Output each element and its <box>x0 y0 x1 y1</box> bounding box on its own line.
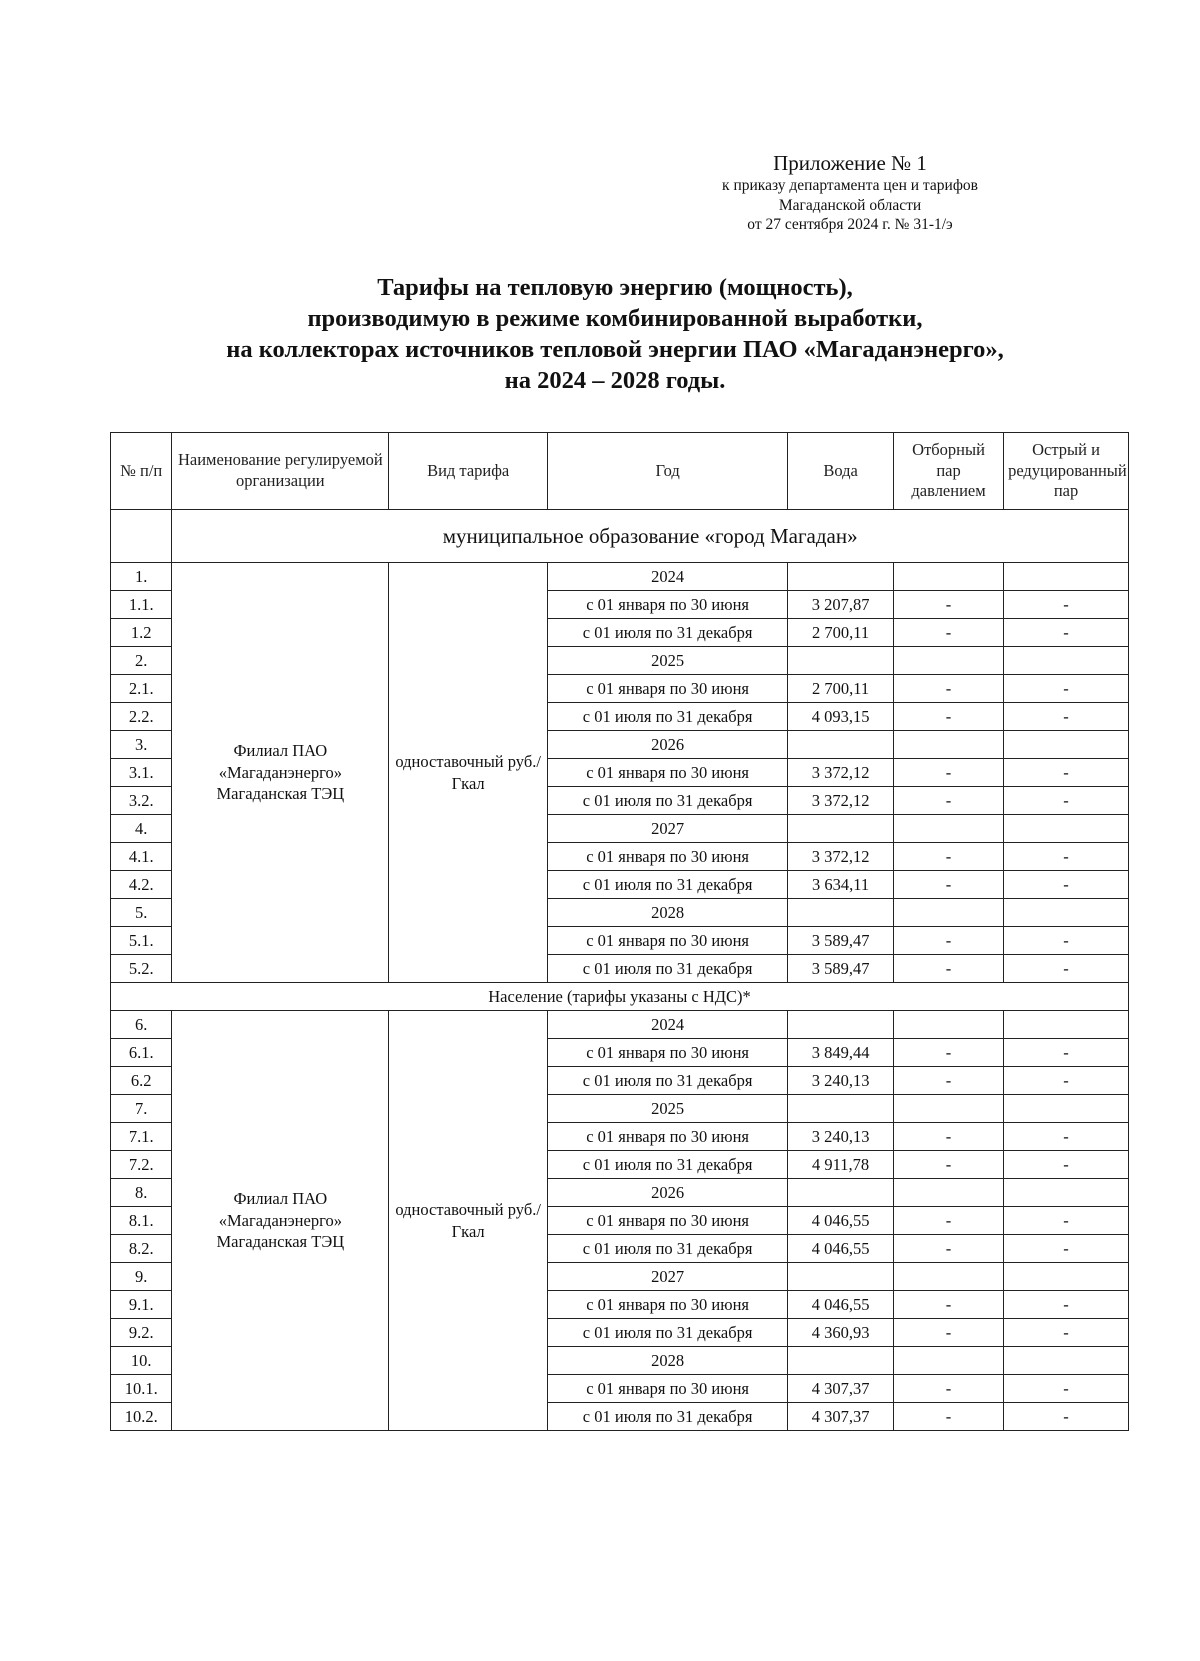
row-num: 6.1. <box>111 1039 172 1067</box>
row-num: 5. <box>111 899 172 927</box>
water-value <box>788 1095 894 1123</box>
steam-extraction-value: - <box>894 1403 1004 1431</box>
steam-sharp-value <box>1004 815 1129 843</box>
water-value: 4 307,37 <box>788 1375 894 1403</box>
year-cell: 2024 <box>548 563 788 591</box>
period-cell: с 01 января по 30 июня <box>548 1207 788 1235</box>
period-cell: с 01 января по 30 июня <box>548 1123 788 1151</box>
year-cell: 2027 <box>548 815 788 843</box>
section-num-cell <box>111 510 172 563</box>
tariff-type: одноставочный руб./Гкал <box>389 563 548 983</box>
row-num: 10.1. <box>111 1375 172 1403</box>
row-num: 5.2. <box>111 955 172 983</box>
water-value: 3 589,47 <box>788 927 894 955</box>
steam-sharp-value: - <box>1004 843 1129 871</box>
section-title: Население (тарифы указаны с НДС)* <box>111 983 1129 1011</box>
steam-extraction-value: - <box>894 675 1004 703</box>
period-cell: с 01 января по 30 июня <box>548 1291 788 1319</box>
water-value: 4 046,55 <box>788 1235 894 1263</box>
water-value: 3 240,13 <box>788 1123 894 1151</box>
header-organization: Наименование регулируемой организации <box>172 433 389 510</box>
row-num: 7. <box>111 1095 172 1123</box>
row-num: 10. <box>111 1347 172 1375</box>
steam-extraction-value <box>894 647 1004 675</box>
steam-extraction-value <box>894 1179 1004 1207</box>
water-value: 4 307,37 <box>788 1403 894 1431</box>
appendix-reference <box>640 150 1060 234</box>
period-cell: с 01 января по 30 июня <box>548 843 788 871</box>
water-value: 4 046,55 <box>788 1291 894 1319</box>
water-value: 4 911,78 <box>788 1151 894 1179</box>
title-line-1: Тарифы на тепловую энергию (мощность), <box>377 274 853 301</box>
year-cell: 2026 <box>548 731 788 759</box>
row-num: 2. <box>111 647 172 675</box>
row-num: 6. <box>111 1011 172 1039</box>
header-year: Год <box>548 433 788 510</box>
header-steam-extraction: Отборный пар давлением <box>894 433 1004 510</box>
steam-sharp-value: - <box>1004 759 1129 787</box>
period-cell: с 01 июля по 31 декабря <box>548 1067 788 1095</box>
steam-sharp-value: - <box>1004 787 1129 815</box>
steam-sharp-value: - <box>1004 955 1129 983</box>
row-num: 6.2 <box>111 1067 172 1095</box>
document-title <box>110 272 1120 396</box>
org-name: Филиал ПАО «Магаданэнерго» Магаданская ТЭЦ <box>172 563 389 983</box>
period-cell: с 01 июля по 31 декабря <box>548 619 788 647</box>
section-row-2 <box>111 983 1129 1011</box>
steam-extraction-value <box>894 1263 1004 1291</box>
steam-extraction-value: - <box>894 1151 1004 1179</box>
section-title: муниципальное образование «город Магадан» <box>172 510 1129 563</box>
row-num: 8. <box>111 1179 172 1207</box>
period-cell: с 01 июля по 31 декабря <box>548 1235 788 1263</box>
water-value <box>788 563 894 591</box>
row-num: 3. <box>111 731 172 759</box>
steam-extraction-value: - <box>894 703 1004 731</box>
appendix-region-line: Магаданской области <box>778 196 922 214</box>
period-cell: с 01 июля по 31 декабря <box>548 1151 788 1179</box>
tariffs-table-body <box>111 510 1129 1431</box>
year-cell: 2024 <box>548 1011 788 1039</box>
header-steam-sharp: Острый и редуцированный пар <box>1004 433 1129 510</box>
period-cell: с 01 июля по 31 декабря <box>548 787 788 815</box>
period-cell: с 01 июля по 31 декабря <box>548 1319 788 1347</box>
water-value: 2 700,11 <box>788 675 894 703</box>
water-value <box>788 647 894 675</box>
steam-sharp-value: - <box>1004 591 1129 619</box>
steam-sharp-value <box>1004 899 1129 927</box>
water-value: 3 207,87 <box>788 591 894 619</box>
header-tariff-type: Вид тарифа <box>389 433 548 510</box>
water-value: 2 700,11 <box>788 619 894 647</box>
steam-extraction-value: - <box>894 1291 1004 1319</box>
row-num: 4.2. <box>111 871 172 899</box>
steam-sharp-value: - <box>1004 1375 1129 1403</box>
steam-sharp-value: - <box>1004 703 1129 731</box>
table-row <box>111 1011 1129 1039</box>
year-cell: 2028 <box>548 1347 788 1375</box>
appendix-heading: Приложение № 1 <box>773 151 927 175</box>
row-num: 4. <box>111 815 172 843</box>
water-value: 4 360,93 <box>788 1319 894 1347</box>
period-cell: с 01 января по 30 июня <box>548 1039 788 1067</box>
steam-sharp-value <box>1004 731 1129 759</box>
steam-extraction-value: - <box>894 1123 1004 1151</box>
period-cell: с 01 января по 30 июня <box>548 759 788 787</box>
steam-extraction-value: - <box>894 871 1004 899</box>
steam-sharp-value <box>1004 1095 1129 1123</box>
tariff-type: одноставочный руб./Гкал <box>389 1011 548 1431</box>
title-line-2: производимую в режиме комбинированной выработки, <box>307 305 923 332</box>
water-value: 4 093,15 <box>788 703 894 731</box>
row-num: 5.1. <box>111 927 172 955</box>
period-cell: с 01 июля по 31 декабря <box>548 955 788 983</box>
water-value <box>788 1263 894 1291</box>
row-num: 4.1. <box>111 843 172 871</box>
steam-sharp-value: - <box>1004 1039 1129 1067</box>
steam-extraction-value <box>894 1011 1004 1039</box>
period-cell: с 01 июля по 31 декабря <box>548 871 788 899</box>
row-num: 1.1. <box>111 591 172 619</box>
water-value: 3 240,13 <box>788 1067 894 1095</box>
header-num: № п/п <box>111 433 172 510</box>
period-cell: с 01 января по 30 июня <box>548 927 788 955</box>
row-num: 8.2. <box>111 1235 172 1263</box>
steam-sharp-value: - <box>1004 1151 1129 1179</box>
header-water: Вода <box>788 433 894 510</box>
row-num: 9.1. <box>111 1291 172 1319</box>
row-num: 10.2. <box>111 1403 172 1431</box>
steam-sharp-value <box>1004 647 1129 675</box>
year-cell: 2026 <box>548 1179 788 1207</box>
water-value: 3 372,12 <box>788 787 894 815</box>
steam-extraction-value: - <box>894 843 1004 871</box>
row-num: 7.1. <box>111 1123 172 1151</box>
steam-sharp-value <box>1004 563 1129 591</box>
row-num: 2.2. <box>111 703 172 731</box>
steam-extraction-value: - <box>894 1207 1004 1235</box>
water-value: 3 372,12 <box>788 843 894 871</box>
steam-extraction-value: - <box>894 787 1004 815</box>
water-value: 3 589,47 <box>788 955 894 983</box>
water-value <box>788 731 894 759</box>
steam-sharp-value <box>1004 1347 1129 1375</box>
steam-sharp-value: - <box>1004 619 1129 647</box>
steam-sharp-value: - <box>1004 1291 1129 1319</box>
steam-sharp-value: - <box>1004 1403 1129 1431</box>
steam-sharp-value: - <box>1004 675 1129 703</box>
steam-extraction-value <box>894 1095 1004 1123</box>
steam-extraction-value: - <box>894 759 1004 787</box>
water-value <box>788 1179 894 1207</box>
row-num: 9. <box>111 1263 172 1291</box>
period-cell: с 01 января по 30 июня <box>548 1375 788 1403</box>
steam-extraction-value <box>894 899 1004 927</box>
title-line-4: на 2024 – 2028 годы. <box>504 367 726 394</box>
water-value: 3 634,11 <box>788 871 894 899</box>
water-value <box>788 1011 894 1039</box>
water-value <box>788 899 894 927</box>
row-num: 7.2. <box>111 1151 172 1179</box>
row-num: 1.2 <box>111 619 172 647</box>
steam-sharp-value: - <box>1004 927 1129 955</box>
steam-extraction-value: - <box>894 591 1004 619</box>
steam-extraction-value: - <box>894 1067 1004 1095</box>
steam-extraction-value <box>894 815 1004 843</box>
steam-extraction-value: - <box>894 955 1004 983</box>
steam-extraction-value: - <box>894 1319 1004 1347</box>
steam-sharp-value: - <box>1004 1123 1129 1151</box>
title-line-3: на коллекторах источников тепловой энергии ПАО «Магаданэнерго», <box>226 336 1004 363</box>
steam-extraction-value <box>894 1347 1004 1375</box>
row-num: 2.1. <box>111 675 172 703</box>
tariffs-table <box>110 432 1129 1431</box>
year-cell: 2025 <box>548 647 788 675</box>
period-cell: с 01 июля по 31 декабря <box>548 703 788 731</box>
steam-sharp-value <box>1004 1179 1129 1207</box>
table-header-row <box>111 433 1129 510</box>
year-cell: 2025 <box>548 1095 788 1123</box>
steam-extraction-value: - <box>894 1375 1004 1403</box>
water-value: 4 046,55 <box>788 1207 894 1235</box>
appendix-order-line: к приказу департамента цен и тарифов <box>722 177 978 195</box>
steam-sharp-value: - <box>1004 1319 1129 1347</box>
water-value: 3 849,44 <box>788 1039 894 1067</box>
year-cell: 2028 <box>548 899 788 927</box>
steam-extraction-value: - <box>894 1235 1004 1263</box>
row-num: 1. <box>111 563 172 591</box>
row-num: 3.1. <box>111 759 172 787</box>
steam-sharp-value: - <box>1004 1067 1129 1095</box>
section-row-1 <box>111 510 1129 563</box>
steam-sharp-value: - <box>1004 871 1129 899</box>
table-row <box>111 563 1129 591</box>
row-num: 8.1. <box>111 1207 172 1235</box>
period-cell: с 01 июля по 31 декабря <box>548 1403 788 1431</box>
water-value <box>788 815 894 843</box>
steam-extraction-value <box>894 731 1004 759</box>
water-value <box>788 1347 894 1375</box>
steam-sharp-value: - <box>1004 1207 1129 1235</box>
row-num: 3.2. <box>111 787 172 815</box>
year-cell: 2027 <box>548 1263 788 1291</box>
steam-sharp-value: - <box>1004 1235 1129 1263</box>
water-value: 3 372,12 <box>788 759 894 787</box>
period-cell: с 01 января по 30 июня <box>548 591 788 619</box>
appendix-date-line: от 27 сентября 2024 г. № 31-1/э <box>747 216 953 233</box>
period-cell: с 01 января по 30 июня <box>548 675 788 703</box>
row-num: 9.2. <box>111 1319 172 1347</box>
steam-sharp-value <box>1004 1263 1129 1291</box>
steam-extraction-value: - <box>894 619 1004 647</box>
steam-extraction-value: - <box>894 1039 1004 1067</box>
steam-extraction-value <box>894 563 1004 591</box>
steam-sharp-value <box>1004 1011 1129 1039</box>
steam-extraction-value: - <box>894 927 1004 955</box>
org-name: Филиал ПАО «Магаданэнерго» Магаданская ТЭЦ <box>172 1011 389 1431</box>
